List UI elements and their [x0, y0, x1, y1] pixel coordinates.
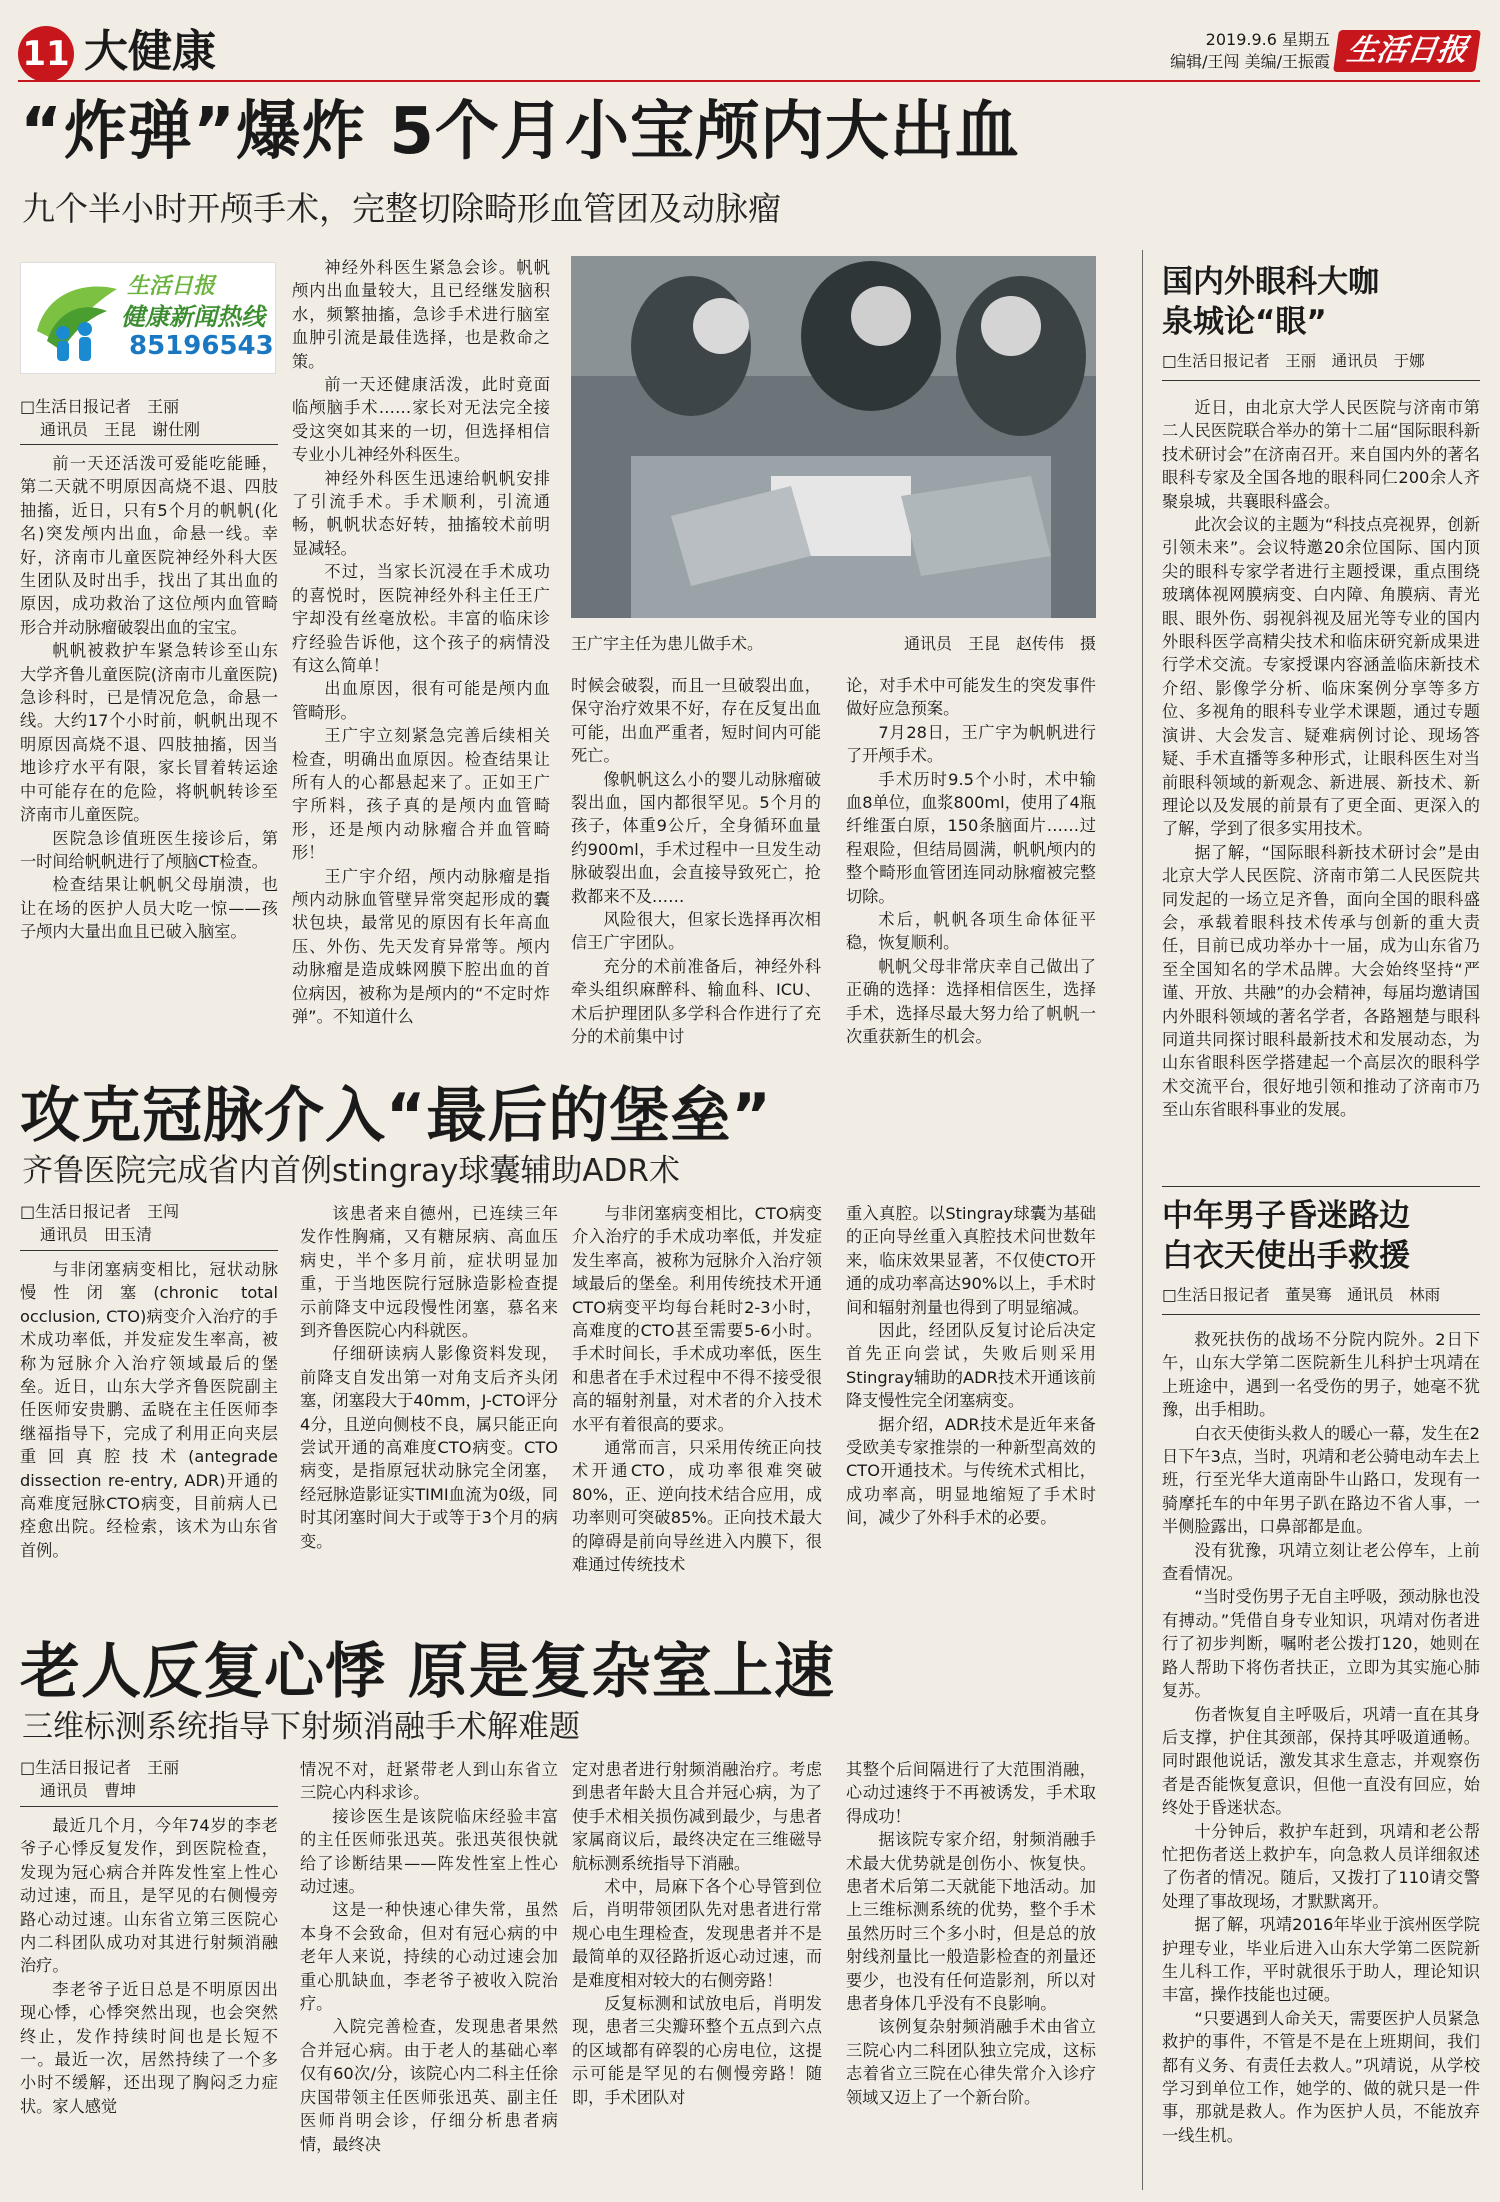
- section-title: 大健康: [84, 26, 216, 77]
- hotline-logo: [20, 262, 276, 374]
- paragraph: 该患者来自德州，已连续三年发作性胸痛，又有糖尿病、高血压病史，半个多月前，症状明显加重，于当地医院行冠脉造影检查提示前降支中远段慢性闭塞，慕名来到齐鲁医院心内科就医。: [300, 1204, 558, 1341]
- paragraph: 前一天还健康活泼，此时竟面临颅脑手术……家长对无法完全接受这突如其来的一切，但选择相信专业小儿神经外科医生。: [292, 375, 550, 465]
- paper-logo: [1333, 30, 1481, 72]
- paragraph: 出血原因，很有可能是颅内血管畸形。: [292, 679, 550, 722]
- sidebar-section-rule: [1162, 1186, 1480, 1187]
- side1-byline: □生活日报记者 王丽 通讯员 于娜: [1162, 352, 1425, 370]
- paragraph: 像帆帆这么小的婴儿动脉瘤破裂出血，国内都很罕见。5个月的孩子，体重9公斤，全身循环血量约900ml，手术过程中一旦发生动脉破裂出血，会直接导致死亡，抢救都来不及……: [571, 769, 821, 906]
- article3-col4: [846, 1758, 1096, 2190]
- paragraph: 这是一种快速心律失常，虽然本身不会致命，但对有冠心病的中老年人来说，持续的心动过速会加重心肌缺血，李老爷子被收入院治疗。: [300, 1900, 558, 2014]
- side2-title-line1: 中年男子昏迷路边: [1162, 1198, 1410, 1234]
- paragraph: 其整个后间隔进行了大范围消融，心动过速终于不再被诱发，手术取得成功！: [846, 1760, 1096, 1826]
- article2-col1: [20, 1258, 278, 1618]
- paragraph: 定对患者进行射频消融治疗。考虑到患者年龄大且合并冠心病，为了使手术相关损伤减到最少，与患者家属商议后，最终决定在三维磁导航标测系统指导下消融。: [572, 1760, 822, 1873]
- paragraph: 据该院专家介绍，射频消融手术最大优势就是创伤小、恢复快。患者术后第二天就能下地活动。加上三维标测系统的优势，整个手术虽然历时三个多小时，但是总的放射线剂量比一般造影检查的剂量还要少，也没有任何造影剂，所以对患者身体几乎没有不良影响。: [846, 1830, 1096, 2014]
- byline-correspondent: 通讯员 田玉清: [40, 1225, 153, 1244]
- article3-title: 老人反复心悸 原是复杂室上速: [20, 1637, 835, 1707]
- masthead: [0, 0, 1500, 80]
- paragraph: 术后，帆帆各项生命体征平稳，恢复顺利。: [846, 910, 1096, 953]
- paragraph: 最近几个月，今年74岁的李老爷子心悸反复发作，到医院检查，发现为冠心病合并阵发性室上性心动过速，而且，是罕见的右侧慢旁路心动过速。山东省立第三医院心内二科团队成功对其进行射频消融治疗。: [20, 1816, 278, 1976]
- byline-rule: [20, 1250, 278, 1251]
- paragraph: 论，对手术中可能发生的突发事件做好应急预案。: [846, 676, 1096, 719]
- paragraph: 神经外科医生紧急会诊。帆帆颅内出血量较大，且已经继发脑积水，频繁抽搐，急诊手术进行脑室血肿引流是最佳选择，也是救命之策。: [292, 258, 550, 371]
- paragraph: 风险很大，但家长选择再次相信王广宇团队。: [571, 910, 821, 953]
- article1-subtitle: 九个半小时开颅手术，完整切除畸形血管团及动脉瘤: [22, 189, 781, 228]
- paragraph: 前一天还活泼可爱能吃能睡，第二天就不明原因高烧不退、四肢抽搐，近日，只有5个月的帆帆(化名)突发颅内出血，命悬一线。幸好，济南市儿童医院神经外科大医生团队及时出手，找出了其出血的原因，成功救治了这位颅内血管畸形合并动脉瘤破裂出血的宝宝。: [20, 454, 278, 637]
- byline-rule: [1162, 380, 1480, 381]
- article3-subtitle: 三维标测系统指导下射频消融手术解难题: [22, 1709, 580, 1745]
- paragraph: 仔细研读病人影像资料发现，前降支自发出第一对角支后齐头闭塞，闭塞段大于40mm，J-CTO评分4分，且逆向侧枝不良，属只能正向尝试开通的高难度CTO病变。CTO病变，是指原冠状动脉完全闭塞，经冠脉造影证实TIMI血流为0级，同时其闭塞时间大于或等于3个月的病变。: [300, 1344, 558, 1551]
- byline-correspondent: 通讯员 曹坤: [40, 1781, 137, 1800]
- side1-title-line2: 泉城论“眼”: [1162, 304, 1327, 340]
- paragraph: 帆帆父母非常庆幸自己做出了正确的选择：选择相信医生，选择手术，选择尽最大努力给了帆帆一次重获新生的机会。: [846, 956, 1096, 1047]
- article3-col3: [572, 1758, 822, 2190]
- paragraph: 检查结果让帆帆父母崩溃，也让在场的医护人员大吃一惊——孩子颅内大量出血且已破入脑室。: [20, 875, 278, 942]
- page-number-badge: [18, 26, 74, 82]
- paragraph: “当时受伤男子无自主呼吸，颈动脉也没有搏动。”凭借自身专业知识，巩靖对伤者进行了初步判断，嘱咐老公拨打120，她则在路人帮助下将伤者扶正，立即为其实施心肺复苏。: [1162, 1587, 1480, 1701]
- paragraph: 充分的术前准备后，神经外科牵头组织麻醉科、输血科、ICU、术后护理团队多学科合作进行了充分的术前集中讨: [571, 956, 821, 1047]
- article1-col2: [292, 256, 550, 1062]
- side2-title: [1162, 1196, 1480, 1276]
- surgery-photo-illustration: [571, 256, 1096, 618]
- paragraph: 手术历时9.5个小时，术中输血8单位，血浆800ml，使用了4瓶纤维蛋白原，150条脑面片……过程艰险，但结局圆满，帆帆颅内的整个畸形血管团连同动脉瘤被完整切除。: [846, 769, 1096, 906]
- side1-title-line1: 国内外眼科大咖: [1162, 264, 1379, 300]
- paragraph: 王广宇介绍，颅内动脉瘤是指颅内动脉血管壁异常突起形成的囊状包块，最常见的原因有长年高血压、外伤、先天发育异常等。颅内动脉瘤是造成蛛网膜下腔出血的首位病因，被称为是颅内的“不定时炸弹”。不知道什么: [292, 866, 550, 1026]
- side2-title-line2: 白衣天使出手救援: [1162, 1238, 1410, 1274]
- paragraph: 据了解，“国际眼科新技术研讨会”是由北京大学人民医院、济南市第二人民医院共同发起的一场立足齐鲁，面向全国的眼科盛会，承载着眼科技术传承与创新的重大责任，目前已成功举办十一届，成为山东省乃至全国知名的学术品牌。大会始终坚持“严谨、开放、共融”的办会精神，每届均邀请国内外眼科领域的著名学者，各路翘楚与眼科同道共同探讨眼科最新技术和发展动态，为山东省眼科医学搭建起一个高层次的眼科学术交流平台，很好地引领和推动了济南市乃至山东省眼科事业的发展。: [1162, 842, 1480, 1120]
- paragraph: 近日，由北京大学人民医院与济南市第二人民医院联合举办的第十二届“国际眼科新技术研讨会”在济南召开。来自国内外的著名眼科专家及全国各地的眼科同仁200余人齐聚泉城，共襄眼科盛会。: [1162, 398, 1480, 511]
- paragraph: 反复标测和试放电后，肖明发现，患者三尖瓣环整个五点到六点的区域都有碎裂的心房电位，这提示可能是罕见的右侧慢旁路！随即，手术团队对: [572, 1994, 822, 2107]
- article2-subtitle: 齐鲁医院完成省内首例stingray球囊辅助ADR术: [22, 1153, 680, 1189]
- byline-rule: [20, 1806, 278, 1807]
- article1-byline: [20, 395, 280, 441]
- paragraph: 神经外科医生迅速给帆帆安排了引流手术。手术顺利，引流通畅，帆帆状态好转，抽搐较术前明显减轻。: [292, 468, 550, 558]
- paragraph: 与非闭塞病变相比，冠状动脉慢性闭塞(chronic total occlusion, CTO)病变介入治疗的手术成功率低，并发症发生率高，被称为冠脉介入治疗领域最后的堡垒。近日，山东大学齐鲁医院副主任医师安贵鹏、孟晓在主任医师李继福指导下，完成了利用正向夹层重回真腔技术(antegrade dissection re-entry, ADR)开通的高难度冠脉CTO病变，目前病人已痊愈出院。经检索，该术为山东省首例。: [20, 1260, 278, 1560]
- byline-rule: [1162, 1314, 1480, 1315]
- editors: 编辑/王闯 美编/王振霞: [1170, 52, 1330, 71]
- paragraph: 与非闭塞病变相比，CTO病变介入治疗的手术成功率低，并发症发生率高，被称为冠脉介入治疗领域最后的堡垒。利用传统技术开通CTO病变平均每台耗时2-3小时，高难度的CTO甚至需要5-6小时。手术时间长，手术成功率低，医生和患者在手术过程中不得不接受很高的辐射剂量，对术者的介入技术水平有着很高的要求。: [572, 1204, 822, 1434]
- paragraph: 李老爷子近日总是不明原因出现心悸，心悸突然出现，也会突然终止，发作持续时间也是长短不一。最近一次，居然持续了一个多小时不缓解，还出现了胸闷乏力症状。家人感觉: [20, 1979, 278, 2116]
- paragraph: 重入真腔。以Stingray球囊为基础的正向导丝重入真腔技术问世数年来，临床效果显著，不仅使CTO开通的成功率高达90%以上，手术时间和辐射剂量也得到了明显缩减。: [846, 1204, 1096, 1317]
- issue-date: 2019.9.6 星期五: [1205, 30, 1330, 49]
- article3-byline: [20, 1756, 280, 1802]
- paragraph: 白衣天使街头救人的暖心一幕，发生在2日下午3点，当时，巩靖和老公骑电动车去上班，行至光华大道南卧牛山路口，发现有一骑摩托车的中年男子趴在路边不省人事，一半侧脸露出，口鼻部都是血。: [1162, 1423, 1480, 1537]
- byline-reporter: □生活日报记者 王丽: [20, 397, 180, 416]
- paragraph: 救死扶伤的战场不分院内院外。2日下午，山东大学第二医院新生儿科护士巩靖在上班途中，遇到一名受伤的男子，她毫不犹豫，出手相助。: [1162, 1330, 1480, 1420]
- byline-correspondent: 通讯员 王昆 谢仕刚: [40, 420, 201, 439]
- paper-name: 生活日报: [1344, 33, 1470, 68]
- sidebar-divider: [1142, 250, 1143, 2190]
- paragraph: 入院完善检查，发现患者果然合并冠心病。由于老人的基础心率仅有60次/分，该院心内二科主任徐庆国带领主任医师张迅英、副主任医师肖明会诊，仔细分析患者病情，最终决: [300, 2017, 558, 2154]
- photo-caption-left: 王广宇主任为患儿做手术。: [571, 634, 764, 653]
- paragraph: 此次会议的主题为“科技点亮视界，创新引领未来”。会议特邀20余位国际、国内顶尖的眼科专家学者进行主题授课，重点围绕玻璃体视网膜病变、白内障、角膜病、青光眼、眼外伤、弱视斜视及屈光等专业的国内外眼科医学高精尖技术和临床研究新成果进行学术交流。专家授课内容涵盖临床新技术介绍、影像学分析、临床案例分享等多方位、多视角的眼科专业学术课题，通过专题演讲、大会发言、疑难病例讨论、现场答疑、手术直播等多种形式，让眼科医生对当前眼科领域的新观念、新进展、新技术、新理论以及发展的前景有了更全面、更深入的了解，学到了很多实用技术。: [1162, 515, 1480, 839]
- page-number: 11: [22, 34, 70, 74]
- leaf-people-icon: [27, 271, 123, 367]
- paragraph: “只要遇到人命关天，需要医护人员紧急救护的事件，不管是不是在上班期间，我们都有义务、有责任去救人。”巩靖说，从学校学习到单位工作，她学的、做的就只是一件事，那就是救人。作为医护人员，不能放弃一线生机。: [1162, 2008, 1480, 2145]
- paragraph: 医院急诊值班医生接诊后，第一时间给帆帆进行了颅脑CT检查。: [20, 828, 278, 871]
- paragraph: 帆帆被救护车紧急转诊至山东大学齐鲁儿童医院(济南市儿童医院)急诊科时，已是情况危急，命悬一线。大约17个小时前，帆帆出现不明原因高烧不退、四肢抽搐，因当地诊疗水平有限，家长冒着转运途中可能存在的危险，将帆帆转诊至济南市儿童医院。: [20, 641, 278, 825]
- paragraph: 没有犹豫，巩靖立刻让老公停车，上前查看情况。: [1162, 1540, 1480, 1584]
- article2-title: 攻克冠脉介入“最后的堡垒”: [20, 1081, 772, 1151]
- paragraph: 据介绍，ADR技术是近年来备受欧美专家推崇的一种新型高效的CTO开通技术。与传统术式相比，成功率高，明显地缩短了手术时间，减少了外科手术的必要。: [846, 1414, 1096, 1528]
- hotline-number: 85196543: [129, 331, 274, 361]
- article2-byline: [20, 1200, 280, 1246]
- article1-col1: [20, 452, 278, 1062]
- byline-rule: [20, 444, 278, 445]
- article1-title: “炸弹”爆炸 5个月小宝颅内大出血: [20, 95, 1020, 169]
- paragraph: 不过，当家长沉浸在手术成功的喜悦时，医院神经外科主任王广宇却没有丝毫放松。丰富的临床诊疗经验告诉他，这个孩子的病情没有这么简单！: [292, 562, 550, 675]
- hotline-title: 健康新闻热线: [121, 303, 265, 331]
- photo-caption: [571, 632, 1096, 656]
- side1-title: [1162, 262, 1480, 342]
- paragraph: 伤者恢复自主呼吸后，巩靖一直在其身后支撑，护住其颈部，保持其呼吸道通畅。同时跟他说话，激发其求生意志，并观察伤者是否能恢复意识，但他一直没有回应，始终处于昏迷状态。: [1162, 1704, 1480, 1818]
- paragraph: 7月28日，王广宇为帆帆进行了开颅手术。: [846, 722, 1096, 766]
- paragraph: 情况不对，赶紧带老人到山东省立三院心内科求诊。: [300, 1760, 558, 1803]
- paragraph: 因此，经团队反复讨论后决定首先正向尝试，失败后则采用Stingray辅助的ADR技术开通该前降支慢性完全闭塞病变。: [846, 1321, 1096, 1411]
- side2-byline: □生活日报记者 董昊骞 通讯员 林雨: [1162, 1286, 1441, 1304]
- article2-col2: [300, 1202, 558, 1618]
- side1-body: [1162, 396, 1480, 1180]
- paragraph: 据了解，巩靖2016年毕业于滨州医学院护理专业，毕业后进入山东大学第二医院新生儿科工作，平时就很乐于助人，理论知识丰富，操作技能也过硬。: [1162, 1915, 1480, 2005]
- paragraph: 接诊医生是该院临床经验丰富的主任医师张迅英。张迅英很快就给了诊断结果——阵发性室上性心动过速。: [300, 1806, 558, 1897]
- side2-body: [1162, 1328, 1480, 2190]
- article2-col3: [572, 1202, 822, 1618]
- paragraph: 通常而言，只采用传统正向技术开通CTO，成功率很难突破80%，正、逆向技术结合应用，成功率则可突破85%。正向技术最大的障碍是前向导丝进入内膜下，很难通过传统技术: [572, 1438, 822, 1575]
- byline-reporter: □生活日报记者 王闯: [20, 1202, 180, 1221]
- paragraph: 时候会破裂，而且一旦破裂出血，保守治疗效果不好，存在反复出血可能，出血严重者，短时间内可能死亡。: [571, 676, 821, 766]
- paragraph: 该例复杂射频消融手术由省立三院心内二科团队独立完成，这标志着省立三院在心律失常介入诊疗领域又迈上了一个新台阶。: [846, 2017, 1096, 2107]
- hotline-brand: 生活日报: [127, 274, 216, 299]
- paragraph: 十分钟后，救护车赶到，巩靖和老公帮忙把伤者送上救护车，向急救人员详细叙述了伤者的情况。随后，又拨打了110请交警处理了事故现场，才默默离开。: [1162, 1821, 1480, 1911]
- article3-col2: [300, 1758, 558, 2190]
- paragraph: 王广宇立刻紧急完善后续相关检查，明确出血原因。检查结果让所有人的心都悬起来了。正如王广宇所料，孩子真的是颅内血管畸形，还是颅内动脉瘤合并血管畸形！: [292, 726, 550, 863]
- masthead-rule: [18, 80, 1480, 82]
- paragraph: 术中，局麻下各个心导管到位后，肖明带领团队先对患者进行常规心电生理检查，发现患者并不是最简单的双径路折返心动过速，而是难度相对较大的右侧旁路！: [572, 1877, 822, 1990]
- surgery-photo: [571, 256, 1096, 618]
- byline-reporter: □生活日报记者 王丽: [20, 1758, 180, 1777]
- photo-credit: 通讯员 王昆 赵传伟 摄: [903, 634, 1096, 653]
- article1-col3: [571, 674, 821, 1062]
- article1-col4: [846, 674, 1096, 1062]
- article3-col1: [20, 1814, 278, 2190]
- article2-col4: [846, 1202, 1096, 1618]
